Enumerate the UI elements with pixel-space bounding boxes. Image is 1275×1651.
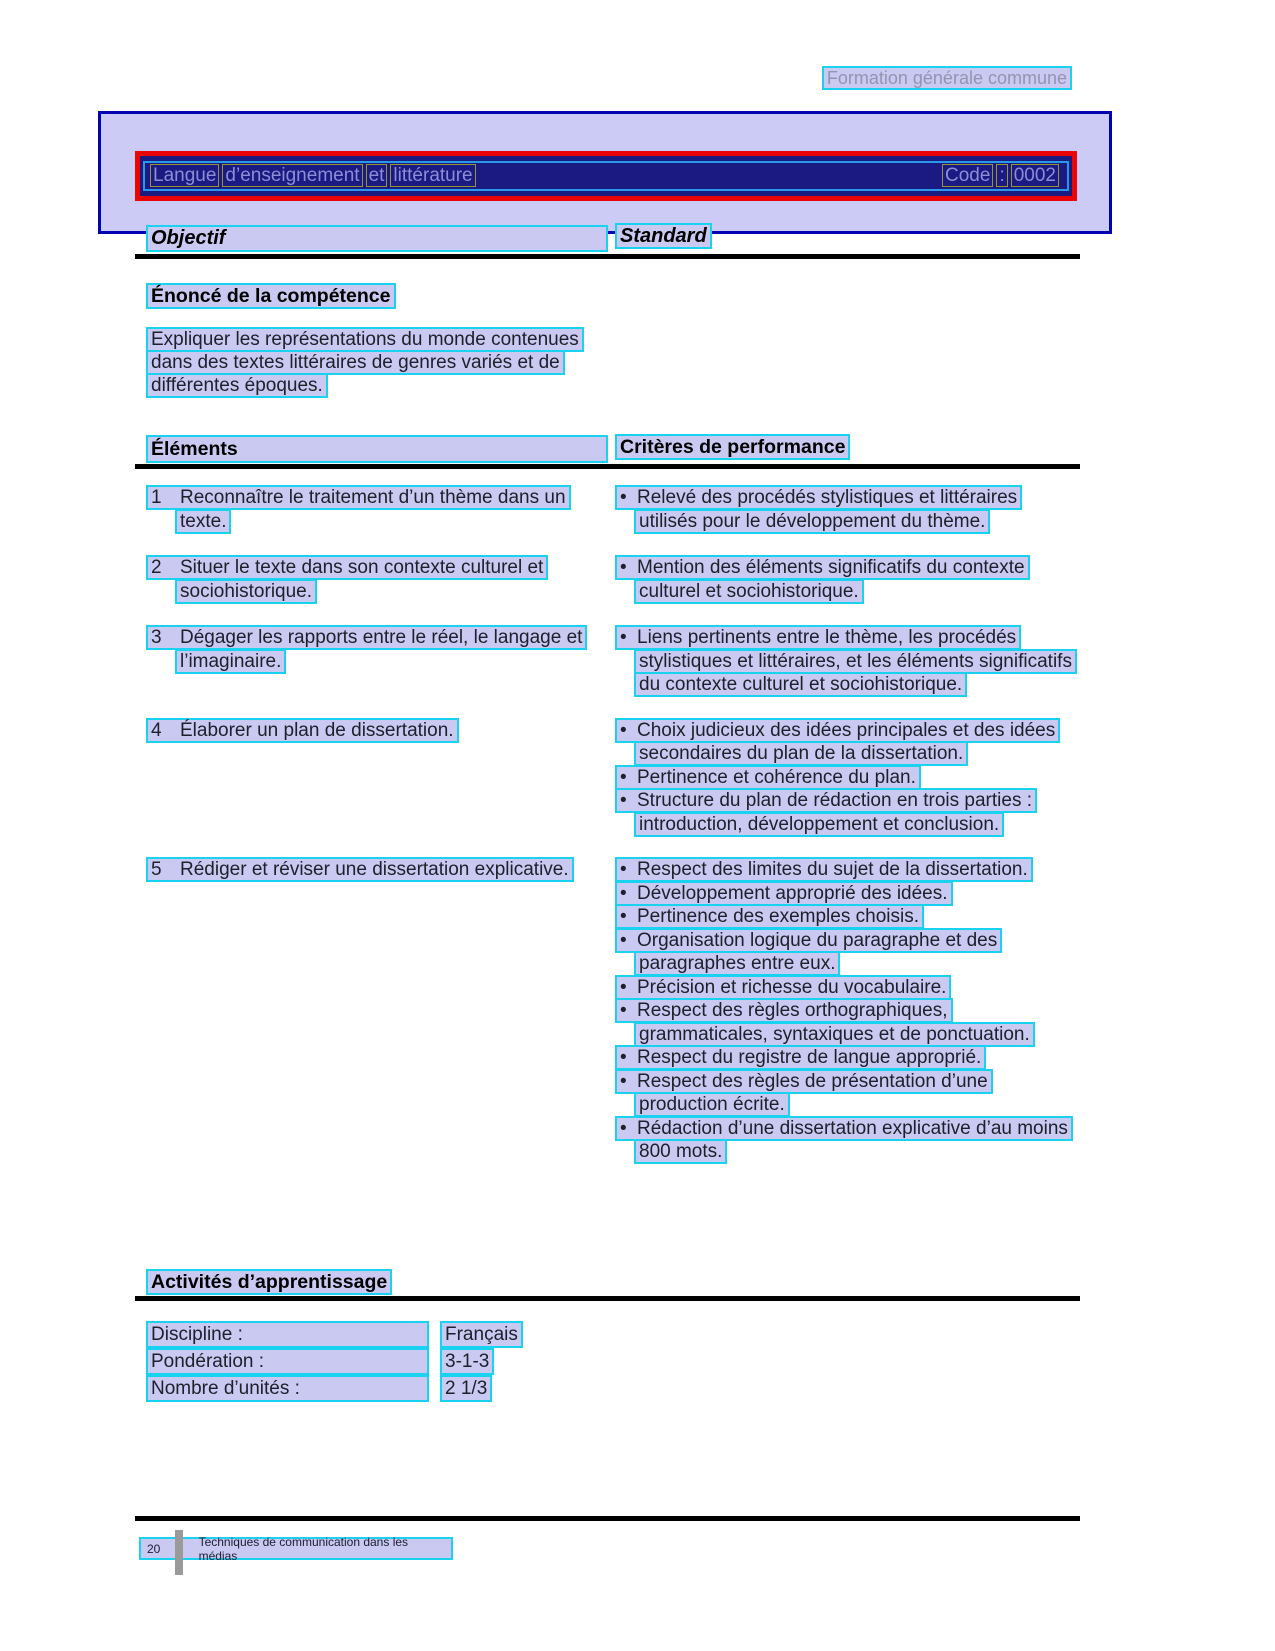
footer-box [139, 1534, 453, 1563]
horizontal-rule [135, 254, 1080, 259]
criteria-list [615, 626, 1080, 697]
footer-doc-title: Techniques de communication dans les médias [198, 1534, 409, 1563]
element-text: Dégager les rapports entre le réel, le langage et l’imaginaire. [180, 627, 583, 672]
element-text: Rédiger et réviser une dissertation explicative. [180, 859, 569, 880]
criteria-header: Critères de performance [615, 434, 850, 460]
criterion-item: • Précision et richesse du vocabulaire. [615, 976, 1080, 1000]
activity-value: Français [440, 1321, 523, 1348]
activity-label: Nombre d’unités : [146, 1375, 429, 1402]
course-title: Langue d’enseignement et littérature [150, 165, 479, 187]
criterion-item: • Respect des règles orthographiques, grammaticales, syntaxiques et de ponctuation. [615, 999, 1080, 1046]
competence-line: dans des textes littéraires de genres variés et de [146, 351, 1080, 374]
elements-header: Éléments [146, 435, 608, 463]
criterion-item: • Structure du plan de rédaction en trois parties : introduction, développement et conclusion. [615, 789, 1080, 836]
competence-line: différentes époques. [146, 374, 1080, 397]
table-row [135, 719, 1080, 837]
element-number: 2 [151, 557, 162, 578]
element-item [146, 486, 615, 534]
course-code-value: 0002 [1011, 165, 1062, 187]
criterion-item: • Respect du registre de langue approprié. [615, 1046, 1080, 1070]
criterion-item: • Relevé des procédés stylistiques et littéraires utilisés pour le développement du thème. [615, 486, 1080, 533]
element-item [146, 556, 615, 604]
activity-label: Discipline : [146, 1321, 429, 1348]
running-head-label: Formation générale commune [822, 66, 1072, 90]
element-text: Élaborer un plan de dissertation. [180, 719, 454, 741]
activity-value: 3-1-3 [440, 1348, 494, 1375]
criteria-list [615, 858, 1080, 1164]
table-row [135, 858, 1080, 1164]
table-row [146, 1375, 1080, 1402]
column-header-standard: Standard [615, 223, 712, 249]
criterion-item: • Organisation logique du paragraphe et des paragraphes entre eux. [615, 929, 1080, 976]
horizontal-rule [135, 464, 1080, 469]
criterion-item: • Respect des limites du sujet de la dissertation. [615, 858, 1080, 882]
document-page [135, 0, 1080, 1402]
element-item [146, 719, 615, 743]
activities-heading: Activités d’apprentissage [146, 1269, 392, 1295]
activities-heading-row [135, 1270, 1080, 1294]
element-number: 3 [151, 627, 162, 648]
course-banner-bar [135, 151, 1077, 201]
criterion-item: • Développement approprié des idées. [615, 882, 1080, 906]
criterion-item: • Rédaction d’une dissertation explicative d’au moins 800 mots. [615, 1117, 1080, 1164]
element-number: 5 [151, 859, 162, 880]
element-text: Situer le texte dans son contexte culturel et sociohistorique. [180, 557, 544, 602]
criterion-item: • Liens pertinents entre le thème, les procédés stylistiques et littéraires, et les éléments significatifs du contexte culturel et sociohistorique. [615, 626, 1080, 697]
element-text: Reconnaître le traitement d’un thème dans un texte. [180, 487, 566, 532]
activity-label: Pondération : [146, 1348, 429, 1375]
table-row [146, 1321, 1080, 1348]
page-number: 20 [147, 1541, 161, 1556]
criterion-item: • Pertinence des exemples choisis. [615, 905, 1080, 929]
competence-heading-row [135, 284, 1080, 308]
column-header-objectif: Objectif [146, 225, 608, 252]
activity-value: 2 1/3 [440, 1375, 492, 1402]
column-header-row [135, 225, 1080, 252]
element-item [146, 626, 615, 674]
course-code-label: Code : [942, 165, 1011, 187]
competence-statement [135, 328, 1080, 397]
page-footer [139, 1534, 453, 1563]
criterion-item: • Choix judicieux des idées principales et des idées secondaires du plan de la dissertation. [615, 719, 1080, 766]
footer-divider-bar [175, 1530, 183, 1575]
criteria-list [615, 719, 1080, 837]
element-item [146, 858, 615, 882]
table-row [135, 486, 1080, 534]
table-row [146, 1348, 1080, 1375]
element-number: 1 [151, 487, 162, 508]
running-head [135, 0, 1080, 89]
criterion-item: • Pertinence et cohérence du plan. [615, 766, 1080, 790]
criteria-list [615, 486, 1080, 533]
table-row [135, 556, 1080, 604]
course-banner-row [143, 161, 1069, 191]
horizontal-rule [135, 1296, 1080, 1301]
elements-table [135, 486, 1080, 1164]
element-number: 4 [151, 719, 162, 741]
activities-table [135, 1321, 1080, 1402]
footer-rule [135, 1516, 1080, 1521]
criteria-list [615, 556, 1080, 603]
course-code [942, 165, 1062, 187]
competence-line: Expliquer les représentations du monde contenues [146, 328, 1080, 351]
course-banner [98, 111, 1112, 234]
criterion-item: • Respect des règles de présentation d’une production écrite. [615, 1070, 1080, 1117]
criterion-item: • Mention des éléments significatifs du contexte culturel et sociohistorique. [615, 556, 1080, 603]
competence-heading: Énoncé de la compétence [146, 283, 396, 309]
table-row [135, 626, 1080, 697]
elements-header-row [135, 435, 1080, 463]
